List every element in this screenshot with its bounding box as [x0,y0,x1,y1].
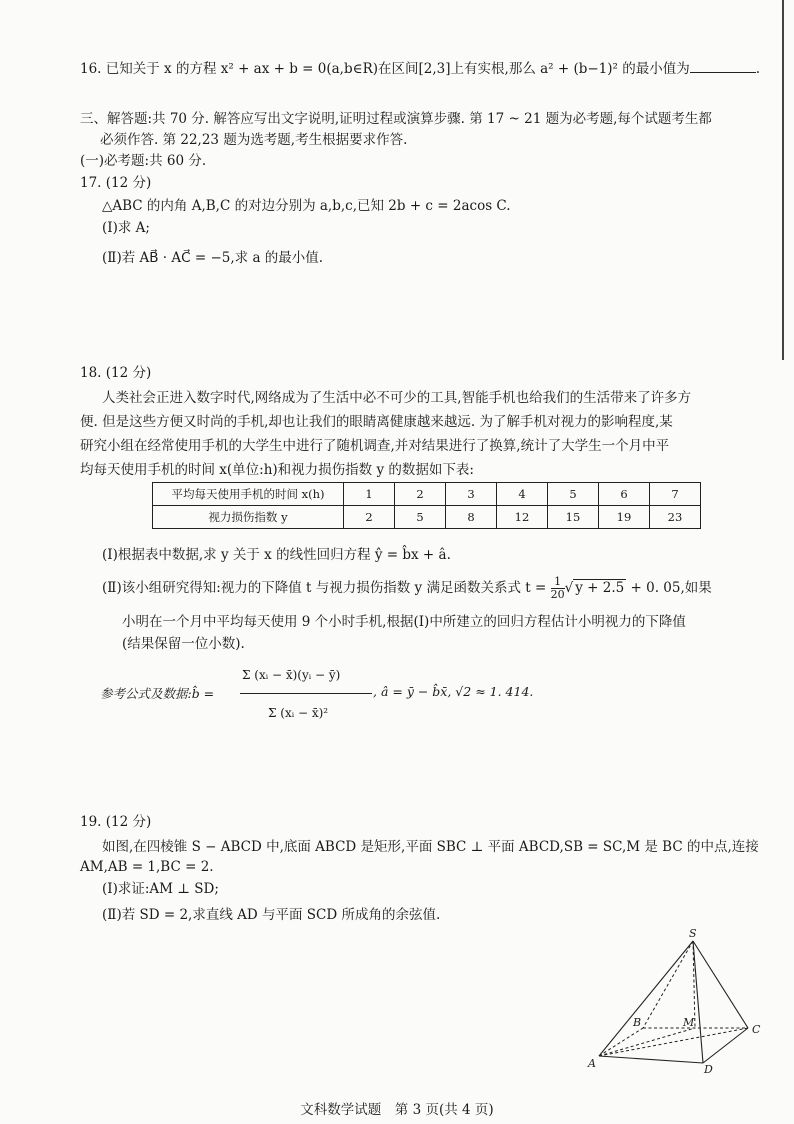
sqrt-sign: √ [564,580,574,596]
edge-AM [599,1028,695,1056]
label-M: M [683,1016,695,1029]
question-17-part1: (Ⅰ)求 A; [102,220,150,236]
label-A: A [588,1057,596,1070]
edge-SA [599,941,693,1056]
question-18-line2: 便. 但是这些方便又时尚的手机,却也让我们的眼睛离健康越来越远. 为了解手机对视力的影响程度,某 [80,414,673,430]
scan-edge [782,0,784,360]
edge-DC [703,1028,748,1063]
formula-denominator: Σ (xᵢ − x̄)² [268,706,329,720]
question-18-line3: 研究小组在经常使用手机的大学生中进行了随机调查,并对结果进行了换算,统计了大学生一个月中平 [80,438,670,454]
question-17-part2: (Ⅱ)若 AB⃗ · AC⃗ = −5,求 a 的最小值. [102,250,324,266]
label-B: B [633,1016,642,1029]
question-19-part2: (Ⅱ)若 SD = 2,求直线 AD 与平面 SCD 所成角的余弦值. [102,907,441,923]
table-header-x: 平均每天使用手机的时间 x(h) [153,483,344,506]
edge-SC [693,941,748,1028]
question-16: 16. 已知关于 x 的方程 x² + ax + b = 0(a,b∈R)在区间[2,3]上有实根,那么 a² + (b−1)² 的最小值为 . [80,61,761,77]
formula-tail: , â = ȳ − b̂x̄, √2 ≈ 1. 414. [373,684,534,699]
question-18-part2-end: (结果保留一位小数). [122,636,245,652]
pyramid-figure [585,925,765,1075]
data-table [152,482,701,529]
part1-heading: (一)必考题:共 60 分. [80,153,207,169]
edge-SB [643,941,693,1028]
page-footer: 文科数学试题 第 3 页(共 4 页) [300,1102,494,1118]
question-17-stem: △ABC 的内角 A,B,C 的对边分别为 a,b,c,已知 2b + c = 2acos C. [102,198,511,214]
answer-blank[interactable] [690,60,756,73]
question-18-part2: (Ⅱ)该小组研究得知:视力的下降值 t 与视力损伤指数 y 满足函数关系式 t = $\frac{1}{20}$ √ y + 2.5 + 0. 05,如果 [102,575,712,601]
fraction-bar [240,693,372,694]
question-18-part2-cont: 小明在一个月中平均每天使用 9 个小时手机,根据(Ⅰ)中所建立的回归方程估计小明视力的下降值 [122,614,686,630]
edge-AC [599,1028,748,1056]
question-18-line4: 均每天使用手机的时间 x(单位:h)和视力损伤指数 y 的数据如下表: [80,462,474,478]
label-S: S [689,927,697,940]
formula-numerator: Σ (xᵢ − x̄)(yᵢ − ȳ) [242,668,341,682]
section3-instructions-cont: 必须作答. 第 22,23 题为选考题,考生根据要求作答. [100,132,408,148]
question-19-part1: (Ⅰ)求证:AM ⊥ SD; [102,881,219,897]
table-row: 平均每天使用手机的时间 x(h) 1 2 3 4 5 6 7 [153,483,701,506]
table-row: 视力损伤指数 y 2 5 8 12 15 19 23 [153,506,701,529]
fraction: $\frac{1}{20}$ [550,575,565,601]
edge-AD [599,1056,703,1063]
question-19-heading: 19. (12 分) [80,814,152,830]
question-17-heading: 17. (12 分) [80,175,152,191]
question-19-line1: 如图,在四棱锥 S − ABCD 中,底面 ABCD 是矩形,平面 SBC ⊥ 平面 ABCD,SB = SC,M 是 BC 的中点,连接 [102,839,759,855]
reference-formula: 参考公式及数据:b̂ = [100,686,215,701]
question-18-line1: 人类社会正进入数字时代,网络成为了生活中必不可少的工具,智能手机也给我们的生活带来了许多方 [102,390,692,406]
section3-instructions: 三、解答题:共 70 分. 解答应写出文字说明,证明过程或演算步骤. 第 17 ~ 21 题为必考题,每个试题考生都 [80,111,712,127]
label-D: D [704,1063,713,1075]
question-18-heading: 18. (12 分) [80,365,152,381]
table-header-y: 视力损伤指数 y [153,506,344,529]
question-18-part1: (Ⅰ)根据表中数据,求 y 关于 x 的线性回归方程 ŷ = b̂x + â. [102,547,451,563]
question-19-line2: AM,AB = 1,BC = 2. [80,859,214,875]
label-C: C [752,1023,761,1036]
